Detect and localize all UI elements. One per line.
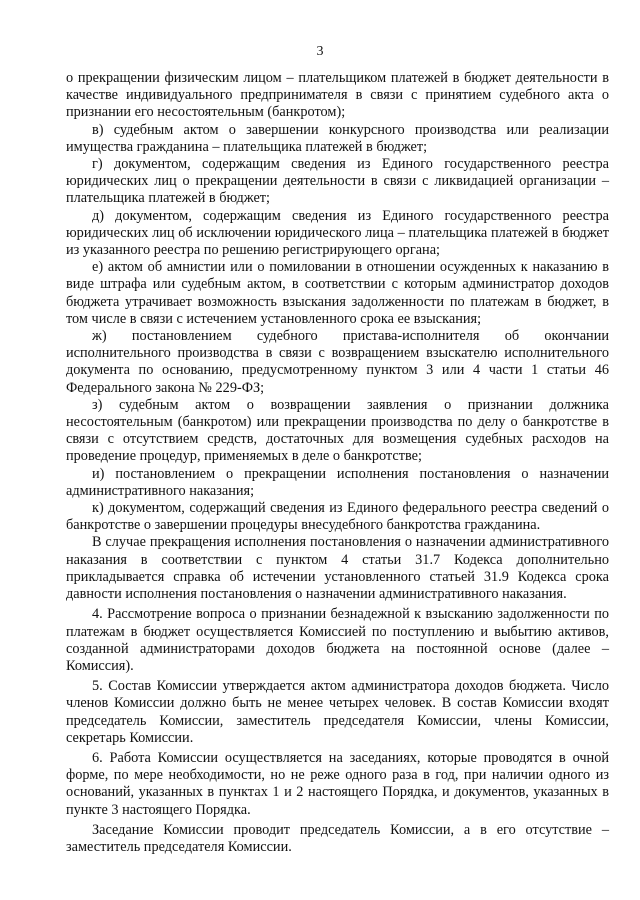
- paragraph-4: 4. Рассмотрение вопроса о признании безнадежной к взысканию задолженности по платежам в бюджет осуществляется Комиссией по поступлению и выбытию активов, созданной администраторами доходов бюджета на постоянной основе (далее – Комиссия).: [66, 606, 609, 674]
- page-number: 3: [316, 44, 324, 59]
- list-item-g: г) документом, содержащим сведения из Единого государственного реестра юридических лиц о прекращении деятельности в связи с ликвидацией организации – плательщика платежей в бюджет;: [66, 156, 609, 207]
- document-body: [66, 70, 609, 856]
- list-item-z: з) судебным актом о возвращении заявления о признании должника несостоятельным (банкротом) или прекращении производства по делу о банкротстве в связи с отсутствием средств, достаточных для возмещения судебных расходов на проведение процедур, применяемых в деле о банкротстве;: [66, 396, 609, 465]
- list-item-v: в) судебным актом о завершении конкурсного производства или реализации имущества гражданина – плательщика платежей в бюджет;: [66, 121, 609, 155]
- list-item-k: к) документом, содержащий сведения из Единого федерального реестра сведений о банкротстве о завершении процедуры внесудебного банкротства гражданина.: [66, 500, 609, 534]
- paragraph-6: 6. Работа Комиссии осуществляется на заседаниях, которые проводятся в очной форме, по мере необходимости, но не реже одного раза в год, при наличии одного из оснований, указанных в пунктах 1 и 2 настоящего Порядка, и документов, указанных в пункте 3 настоящего Порядка.: [66, 749, 609, 818]
- list-item-d: д) документом, содержащим сведения из Единого государственного реестра юридических лиц об исключении юридического лица – плательщика платежей в бюджет из указанного реестра по решению регистрирующего органа;: [66, 207, 609, 259]
- paragraph-admin-penalty: В случае прекращения исполнения постановления о назначении административного наказания в соответствии с пунктом 4 статьи 31.7 Кодекса дополнительно прикладывается справка об истечении установленного статьей 31.9 Кодекса срока давности исполнения постановления о назначении административного наказания.: [66, 534, 609, 603]
- list-item-i: и) постановлением о прекращении исполнения постановления о назначении административного наказания;: [66, 465, 609, 499]
- paragraph-meeting-chair: Заседание Комиссии проводит председатель Комиссии, а в его отсутствие – заместитель председателя Комиссии.: [66, 821, 609, 855]
- list-item-zh: ж) постановлением судебного пристава-исполнителя об окончании исполнительного производства в связи с возвращением взыскателю исполнительного документа по основанию, предусмотренному пунктом 3 или 4 части 1 статьи 46 Федерального закона № 229-ФЗ;: [66, 328, 609, 396]
- paragraph-5: 5. Состав Комиссии утверждается актом администратора доходов бюджета. Число членов Комиссии должно быть не менее четырех человек. В состав Комиссии входят председатель Комиссии, заместитель председателя Комиссии, члены Комиссии, секретарь Комиссии.: [66, 678, 609, 746]
- list-item-e: е) актом об амнистии или о помиловании в отношении осужденных к наказанию в виде штрафа или судебным актом, в соответствии с которым администратор доходов бюджета утрачивает возможность взыскания задолженности по платежам в бюджет, в том числе в связи с истечением установленного срока ее взыскания;: [66, 259, 609, 327]
- paragraph-continuation: о прекращении физическим лицом – плательщиком платежей в бюджет деятельности в качестве индивидуального предпринимателя в связи с принятием судебного акта о признании его несостоятельным (банкротом);: [66, 70, 609, 121]
